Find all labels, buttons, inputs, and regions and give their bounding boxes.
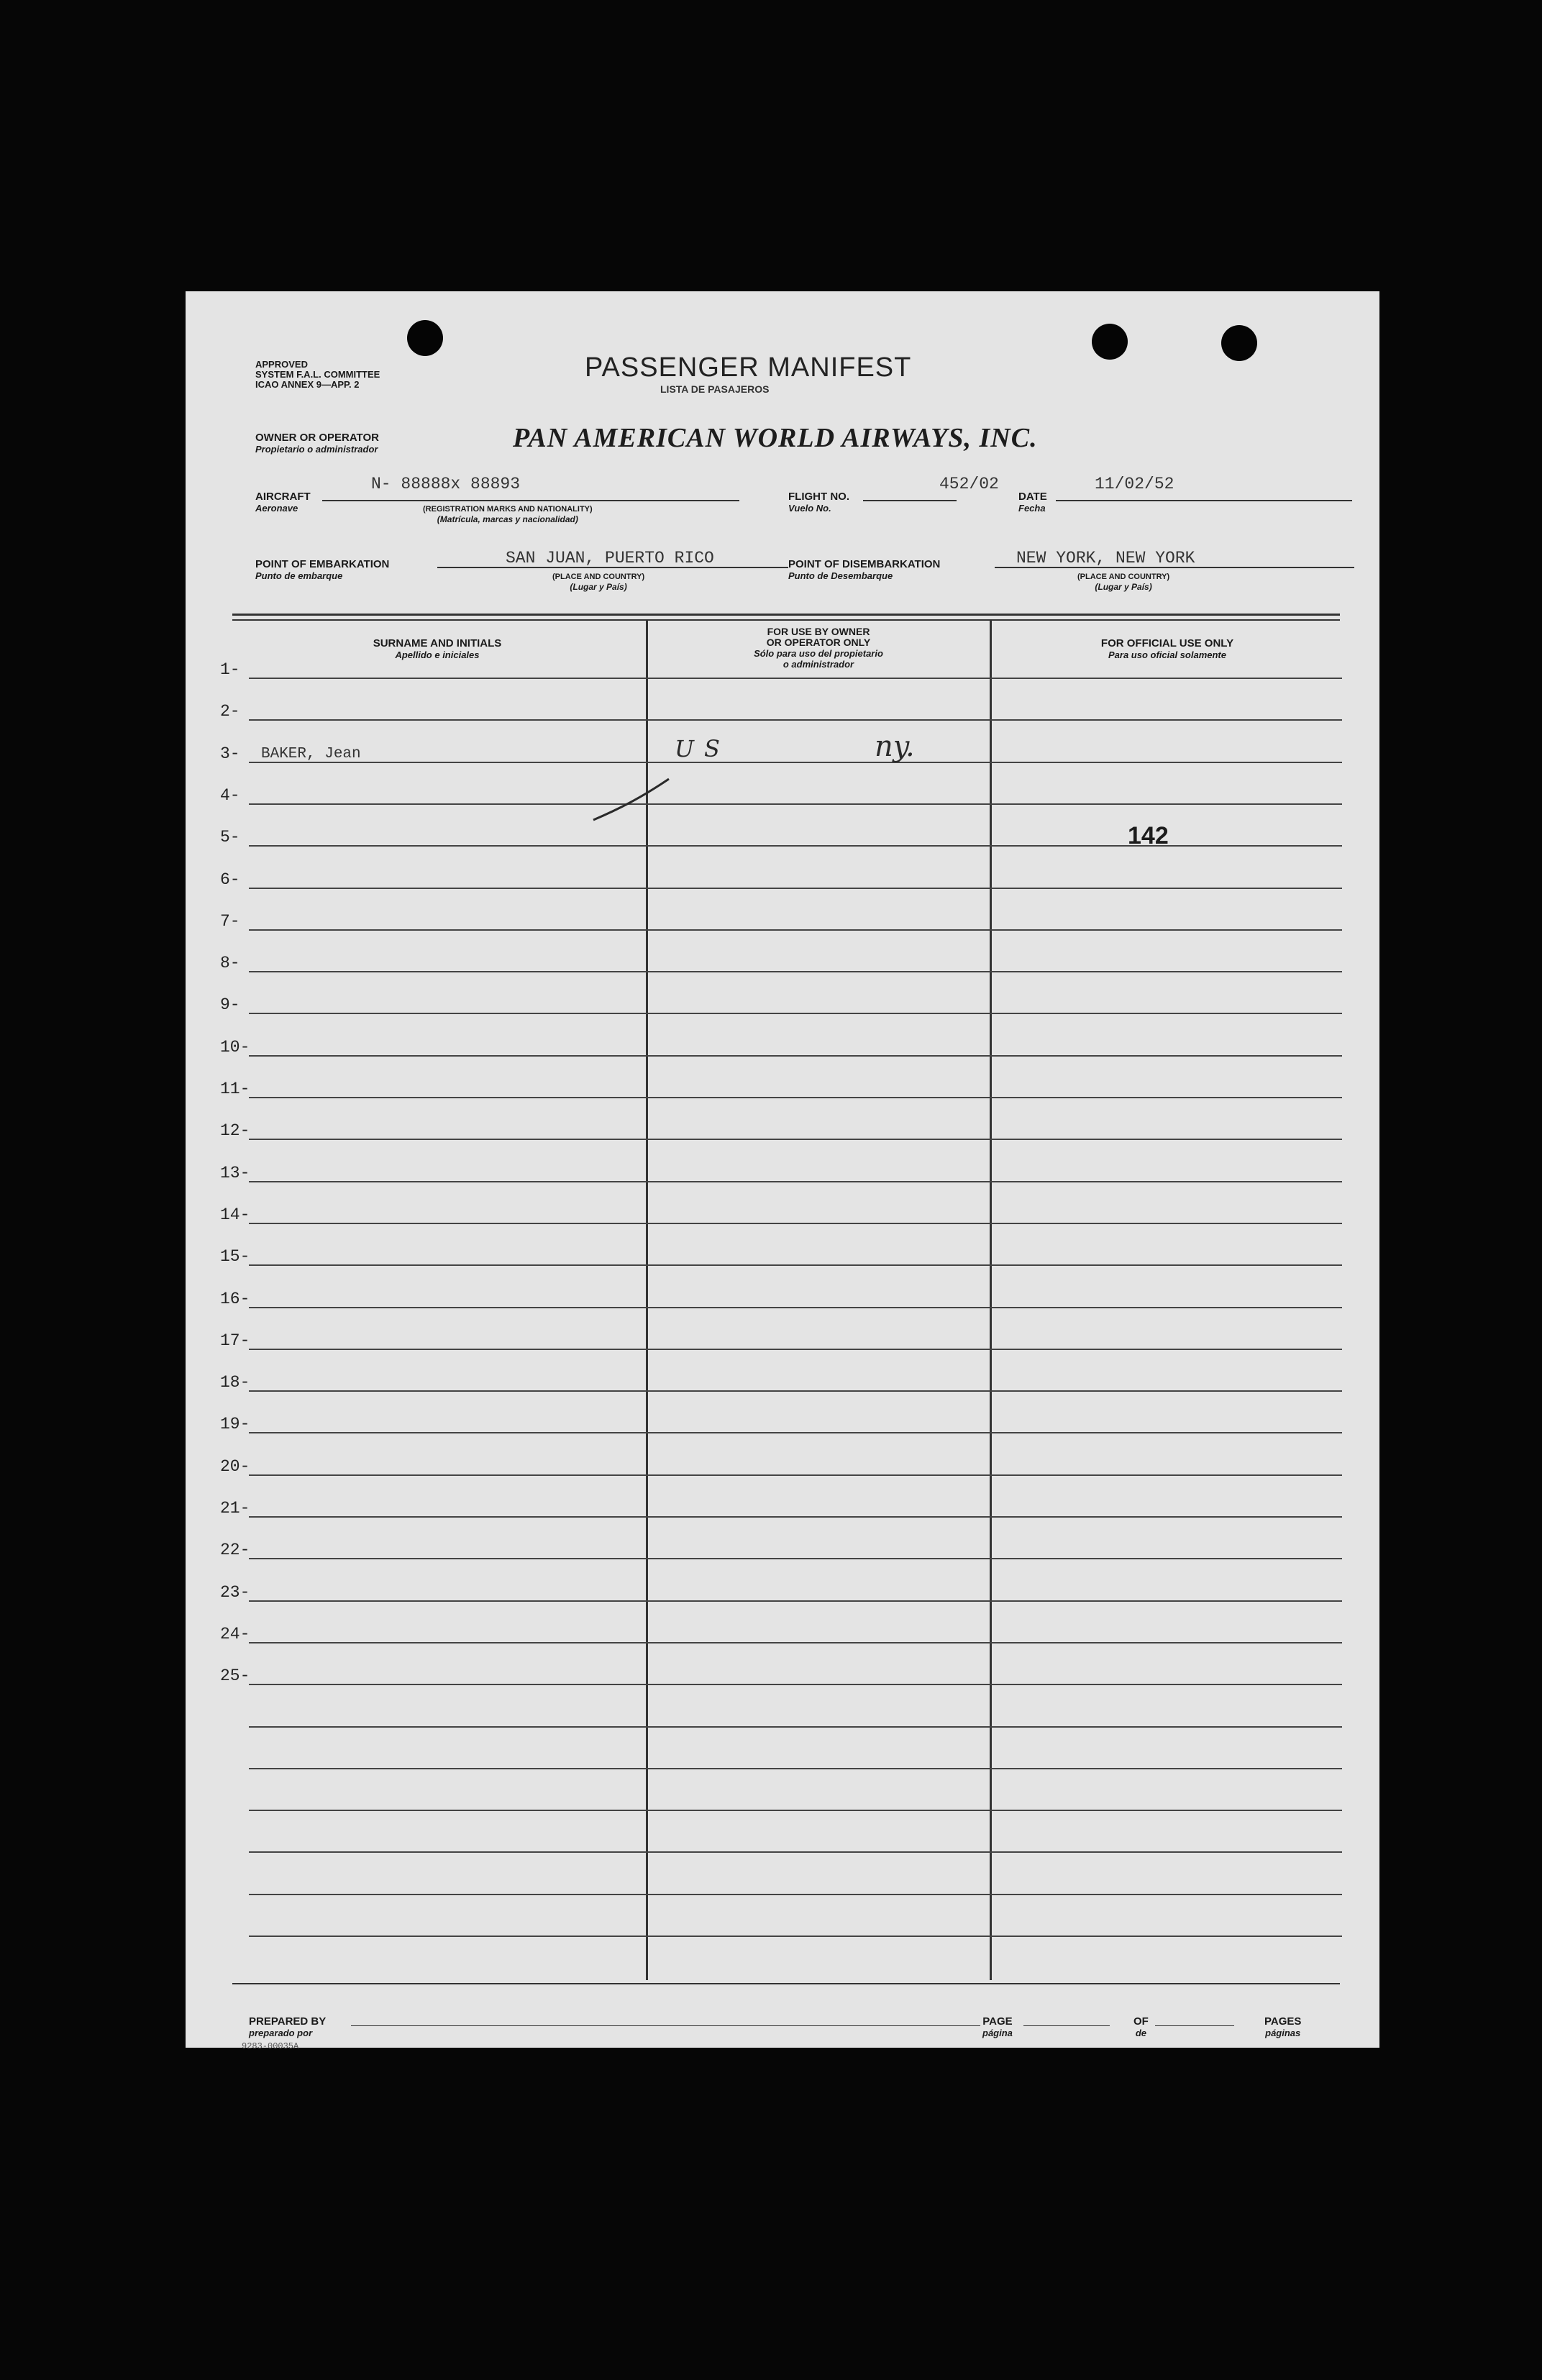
table-row-line — [249, 1097, 1342, 1098]
blank-row-line — [249, 1894, 1342, 1895]
approved-block — [255, 360, 380, 390]
official-use-entry: 142 — [1128, 822, 1169, 850]
prepared-by-label: PREPARED BY preparado por — [249, 2015, 327, 2038]
row-number: 25- — [220, 1667, 250, 1686]
table-row-line — [249, 1474, 1342, 1476]
row-number: 10- — [220, 1037, 250, 1057]
table-row-line — [249, 971, 1342, 972]
row-number: 17- — [220, 1331, 250, 1350]
row-number: 20- — [220, 1456, 250, 1476]
approved-line: APPROVED — [255, 359, 308, 370]
embarkation-value: SAN JUAN, PUERTO RICO — [506, 549, 714, 567]
table-row-line — [249, 1600, 1342, 1602]
owner-value: PAN AMERICAN WORLD AIRWAYS, INC. — [513, 423, 1038, 453]
manifest-sheet — [186, 291, 1379, 2051]
row-number: 21- — [220, 1499, 250, 1518]
table-row-line — [249, 1013, 1342, 1014]
row-number: 24- — [220, 1624, 250, 1643]
table-top-rule — [232, 619, 1340, 621]
table-row-line — [249, 678, 1342, 679]
table-bottom-rule — [232, 1983, 1340, 1984]
row-number: 8- — [220, 954, 240, 973]
approved-line: SYSTEM F.A.L. COMMITTEE — [255, 369, 380, 380]
column-divider — [990, 621, 992, 1980]
row-number: 2- — [220, 702, 240, 721]
column-header-official: FOR OFFICIAL USE ONLY Para uso oficial solamente — [1100, 637, 1234, 660]
table-row-line — [249, 1516, 1342, 1518]
blank-row-line — [249, 1810, 1342, 1811]
table-row-line — [249, 1432, 1342, 1433]
table-row-line — [249, 803, 1342, 805]
table-row-line — [249, 1264, 1342, 1266]
row-number: 7- — [220, 911, 240, 931]
table-row-line — [249, 1390, 1342, 1392]
column-header-owner: FOR USE BY OWNER OR OPERATOR ONLY Sólo para uso del propietario o administrador — [754, 626, 883, 670]
form-code: 9283-00035A — [242, 2041, 299, 2051]
row-number: 1- — [220, 660, 240, 679]
date-line — [1056, 500, 1352, 501]
table-row-line — [249, 1349, 1342, 1350]
punch-hole — [1221, 325, 1257, 361]
row-number: 16- — [220, 1289, 250, 1308]
row-number: 13- — [220, 1163, 250, 1182]
owner-use-entry: US — [675, 734, 730, 762]
handwritten-check-mark — [590, 773, 676, 831]
blank-row-line — [249, 1768, 1342, 1769]
page-title: PASSENGER MANIFEST — [585, 352, 912, 383]
table-row-line — [249, 762, 1342, 763]
table-row-line — [249, 1055, 1342, 1057]
table-row-line — [249, 1223, 1342, 1224]
disembarkation-label: POINT OF DISEMBARKATION Punto de Desembarque — [788, 558, 941, 581]
pages-label: PAGES páginas — [1264, 2015, 1302, 2038]
row-number: 11- — [220, 1080, 250, 1098]
row-number: 9- — [220, 995, 240, 1015]
row-number: 18- — [220, 1373, 250, 1392]
punch-hole — [407, 320, 443, 356]
of-label: OF de — [1133, 2015, 1149, 2038]
table-row-line — [249, 1139, 1342, 1140]
table-row-line — [249, 1558, 1342, 1559]
punch-hole — [1092, 324, 1128, 360]
disembarkation-note: (PLACE AND COUNTRY) (Lugar y País) — [1077, 573, 1170, 592]
table-row-line — [249, 929, 1342, 931]
row-number: 4- — [220, 785, 240, 805]
row-number: 19- — [220, 1415, 250, 1434]
row-number: 15- — [220, 1247, 250, 1267]
date-label: DATE Fecha — [1018, 491, 1047, 514]
blank-row-line — [249, 1936, 1342, 1937]
date-value: 11/02/52 — [1095, 475, 1174, 493]
table-row-line — [249, 1642, 1342, 1643]
row-number: 22- — [220, 1541, 250, 1560]
page-line — [1023, 2025, 1110, 2026]
disembarkation-value: NEW YORK, NEW YORK — [1016, 549, 1195, 567]
table-row-line — [249, 1181, 1342, 1182]
table-row-line — [249, 1684, 1342, 1685]
flight-line — [863, 500, 957, 501]
owner-label: OWNER OR OPERATOR Propietario o administrador — [255, 432, 379, 455]
owner-use-note: ny. — [875, 729, 915, 763]
table-row-line — [249, 888, 1342, 889]
table-top-rule — [232, 614, 1340, 616]
aircraft-label: AIRCRAFT Aeronave — [255, 491, 311, 514]
row-number: 12- — [220, 1121, 250, 1141]
of-line — [1155, 2025, 1234, 2026]
passenger-name: BAKER, Jean — [261, 745, 361, 762]
approved-line: ICAO ANNEX 9—APP. 2 — [255, 379, 360, 390]
column-header-surname: SURNAME AND INITIALS Apellido e iniciales — [373, 637, 502, 660]
page-label: PAGE página — [982, 2015, 1013, 2038]
embarkation-label: POINT OF EMBARKATION Punto de embarque — [255, 558, 390, 581]
blank-row-line — [249, 1726, 1342, 1728]
aircraft-note: (REGISTRATION MARKS AND NATIONALITY) (Matrícula, marcas y nacionalidad) — [423, 505, 593, 524]
row-number: 14- — [220, 1205, 250, 1224]
table-row-line — [249, 1307, 1342, 1308]
table-row-line — [249, 719, 1342, 721]
flight-label: FLIGHT NO. Vuelo No. — [788, 491, 849, 514]
blank-row-line — [249, 1851, 1342, 1853]
page-subtitle: LISTA DE PASAJEROS — [660, 383, 770, 395]
row-number: 3- — [220, 744, 240, 763]
embarkation-note: (PLACE AND COUNTRY) (Lugar y País) — [552, 573, 645, 592]
aircraft-value: N- 88888x 88893 — [371, 475, 521, 493]
row-number: 6- — [220, 870, 240, 889]
row-number: 23- — [220, 1582, 250, 1602]
aircraft-line — [322, 500, 739, 501]
flight-value: 452/02 — [939, 475, 999, 493]
prepared-by-line — [351, 2025, 980, 2026]
table-row-line — [249, 845, 1342, 847]
row-number: 5- — [220, 828, 240, 847]
